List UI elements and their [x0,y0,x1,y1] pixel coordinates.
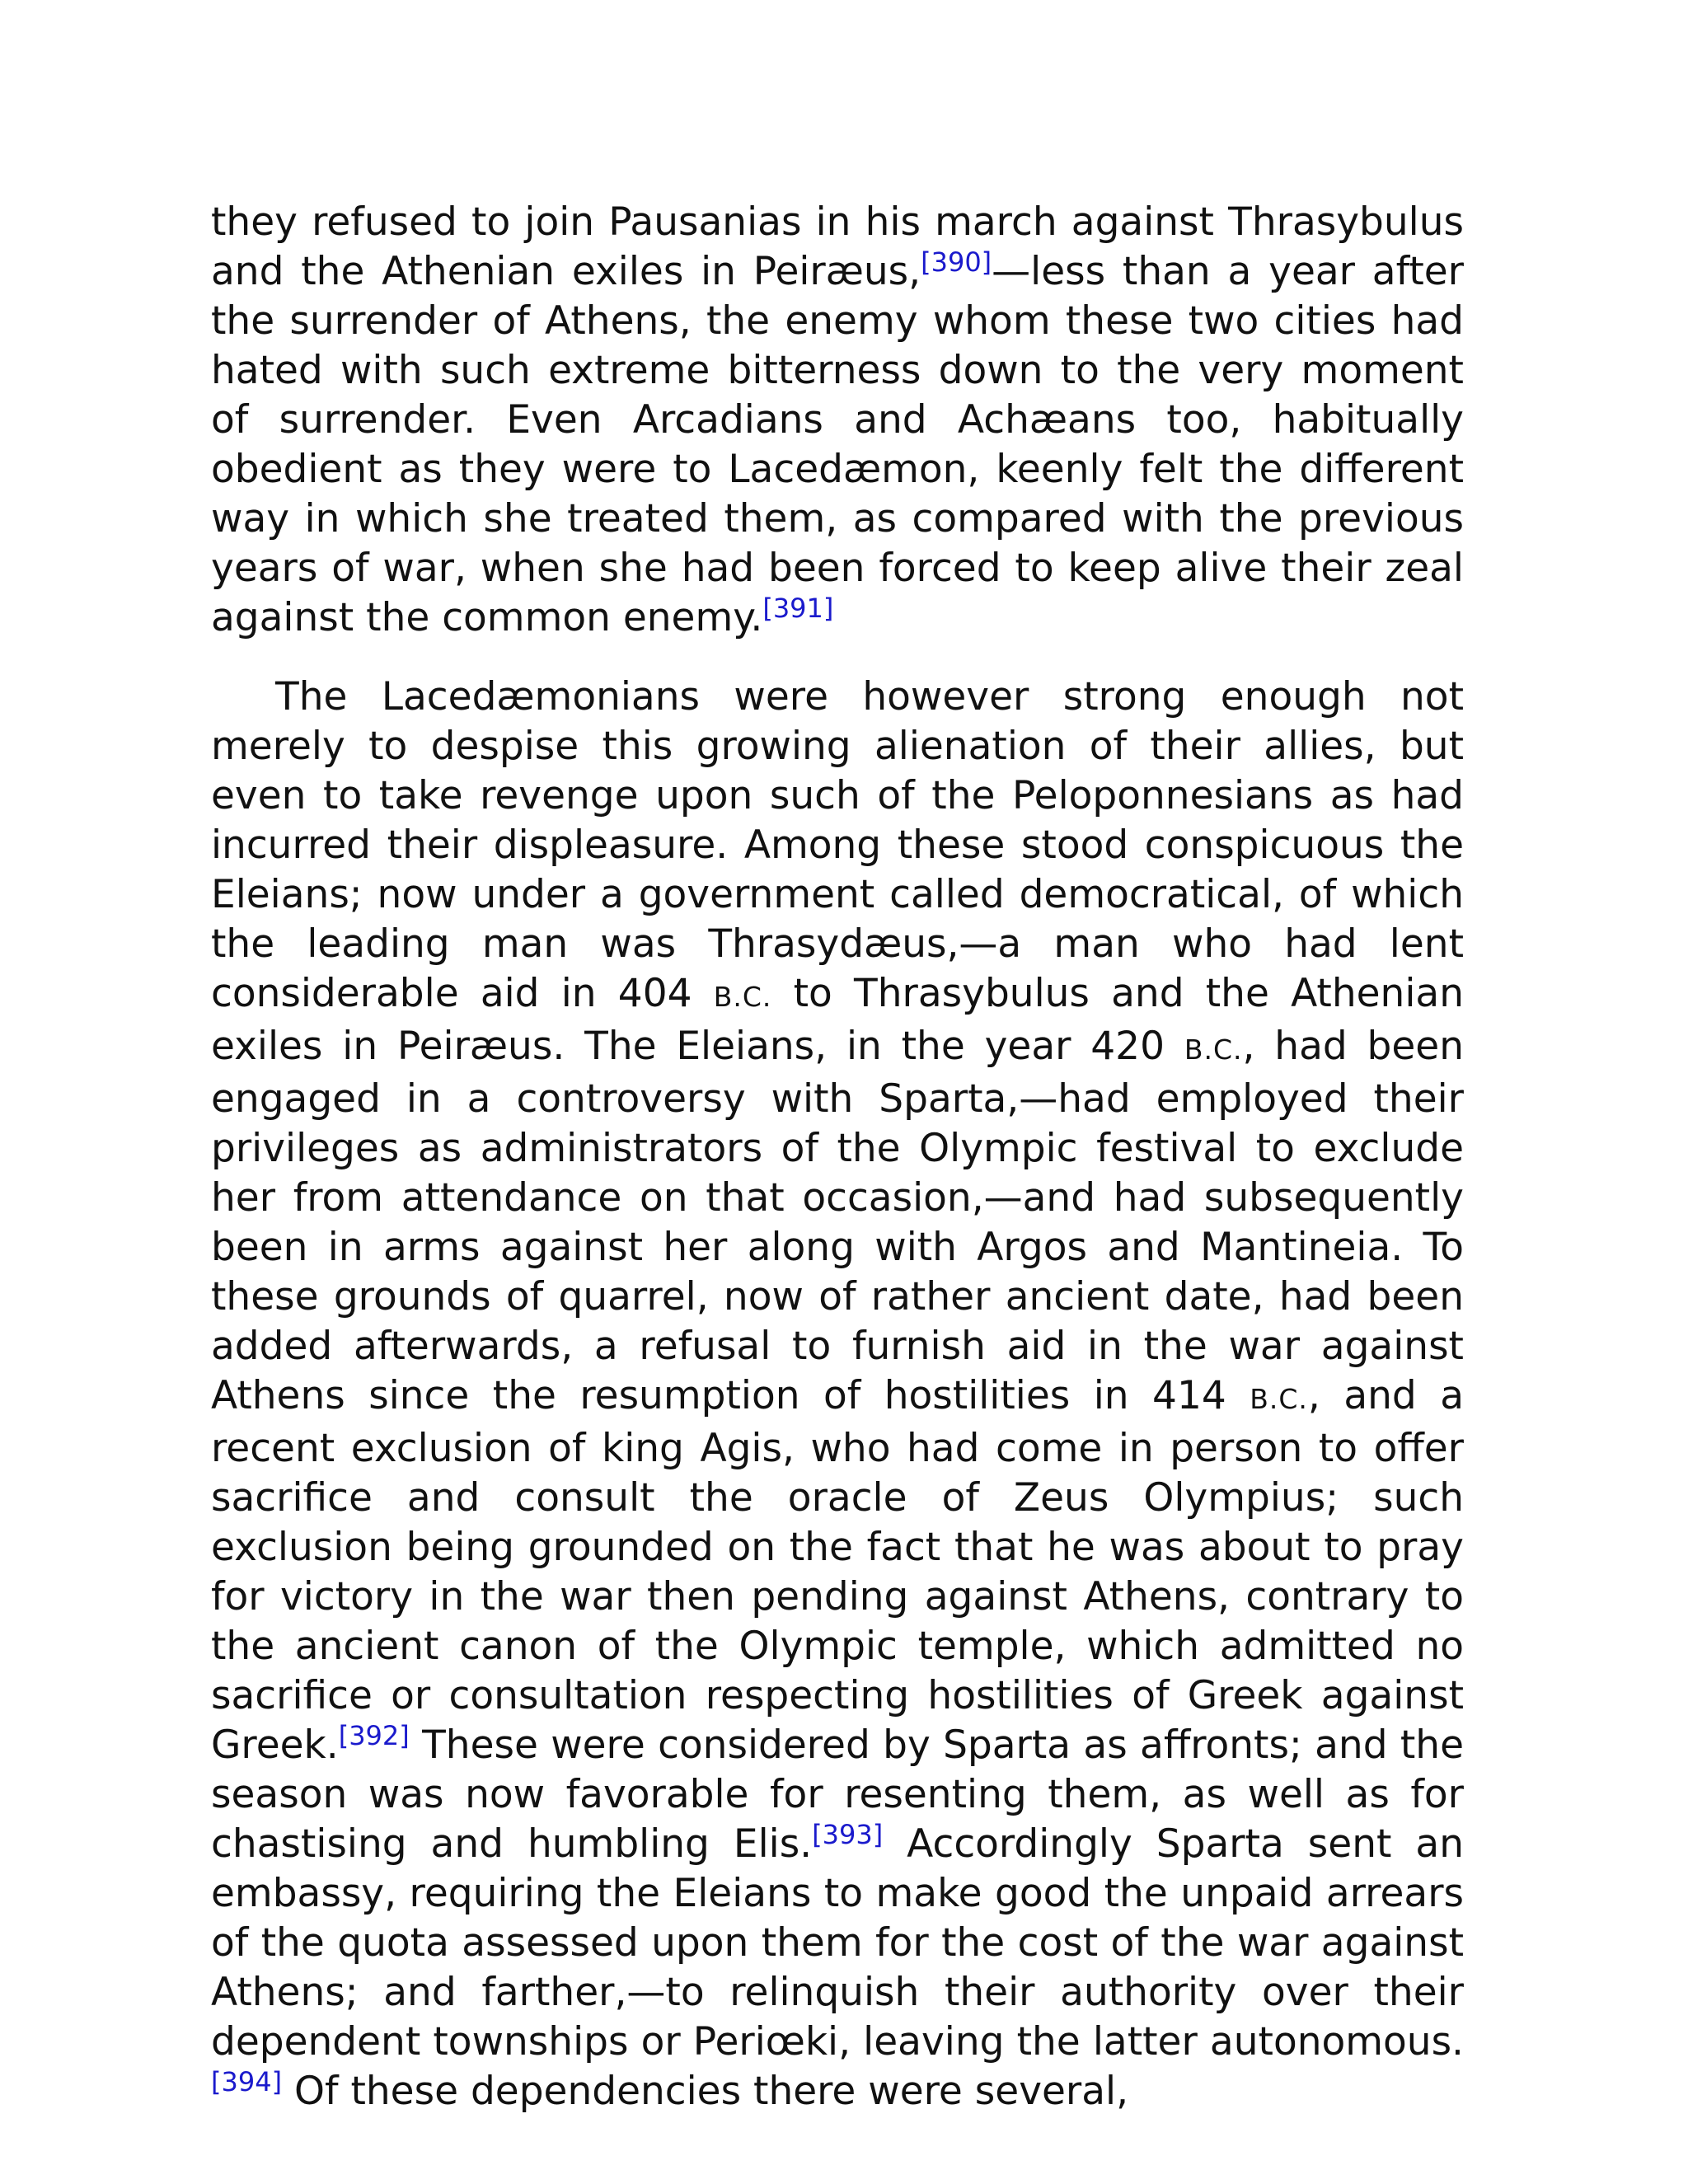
footnote-link-390[interactable]: [390] [921,246,992,278]
paragraph-text: The Lacedæmonians were however strong enough not merely to despise this growing alienation of their allies, but even to take revenge upon such of the Peloponnesians as had incurred their displeasure. Among these stood conspicuous the Eleians; now under a government called democratical, of which the leading man was Thrasydæus,—a man who had lent considerable aid in 404 [211,674,1464,1016]
page-body [211,198,1464,2116]
paragraph-text: These were considered by Sparta as affronts; and the season was now favorable for resenting them, as well as for chastising and humbling Elis. [211,1722,1464,1867]
paragraph [211,673,1464,2116]
paragraph-text: to Thrasybulus and the Athenian exiles in Peiræus. The Eleians, in the year 420 [211,971,1464,1069]
paragraph-text: —less than a year after the surrender of Athens, the enemy whom these two cities had hated with such extreme bitterness down to the very moment of surrender. Even Arcadians and Achæans too, habitually obedient as they were to Lacedæmon, keenly felt the different way in which she treated them, as compared with the previous years of war, when she had been forced to keep alive their zeal against the common enemy. [211,249,1465,640]
footnote-link-391[interactable]: [391] [762,593,834,624]
era-abbreviation: B.C. [713,981,772,1013]
paragraph-text: Of these dependencies there were several, [282,2069,1129,2114]
paragraph-text: , had been engaged in a controversy with Sparta,—had employed their privileges as administrators of the Olympic festival to exclude her from attendance on that occasion,—and had subsequently been in arms against her along with Argos and Mantineia. To these grounds of quarrel, now of rather ancient date, had been added afterwards, a refusal to furnish aid in the war against Athens since the resumption of hostilities in 414 [211,1024,1464,1418]
era-abbreviation: B.C. [1250,1383,1308,1415]
era-abbreviation: B.C. [1184,1033,1243,1066]
paragraph-text: , and a recent exclusion of king Agis, who had come in person to offer sacrifice and consult the oracle of Zeus Olympius; such exclusion being grounded on the fact that he was about to pray for victory in the war then pending against Athens, contrary to the ancient canon of the Olympic temple, which admitted no sacrifice or consultation respecting hostilities of Greek against Greek. [211,1373,1465,1768]
paragraph-text: Accordingly Sparta sent an embassy, requiring the Eleians to make good the unpaid arrears of the quota assessed upon them for the cost of the war against Athens; and farther,—to relinquish their authority over their dependent townships or Periœki, leaving the latter autonomous. [211,1821,1464,2064]
footnote-link-392[interactable]: [392] [338,1720,410,1751]
footnote-link-394[interactable]: [394] [211,2066,283,2097]
paragraph [211,198,1464,643]
paragraph-text: they refused to join Pausanias in his march against Thrasybulus and the Athenian exiles in Peiræus, [211,199,1464,294]
footnote-link-393[interactable]: [393] [812,1819,884,1850]
